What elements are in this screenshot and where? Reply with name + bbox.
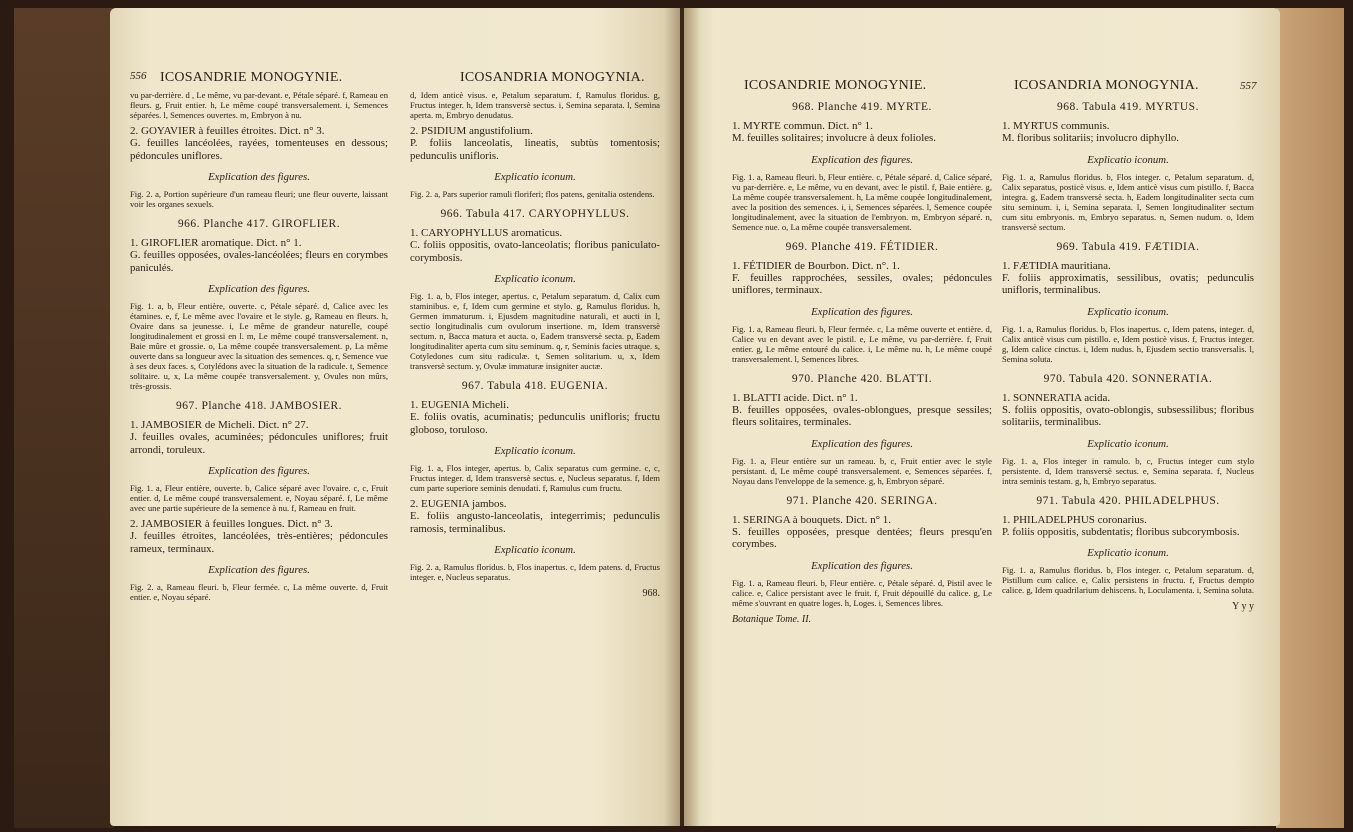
entry-description: M. feuilles solitaires; involucre à deux folioles. <box>732 132 936 144</box>
explanation-heading: Explication des figures. <box>811 437 913 450</box>
entry-title: 1. CARYOPHYLLUS aromaticus. <box>410 227 563 239</box>
entry-title: 2. JAMBOSIER à feuilles longues. Dict. n° 3. <box>130 518 333 530</box>
explanation-heading: Explicatio iconum. <box>494 273 576 285</box>
page-footer: Botanique Tome. II. <box>732 613 812 625</box>
entry-title: 1. BLATTI acide. Dict. n° 1. <box>732 391 858 404</box>
figure-explanation: Fig. 1. a, Flos integer, apertus. b, Calix separatus cum germine. c, c, Fructus integer. d, Idem transversè sectus. e, Nucleus separatus. f, Idem cum parte superiore seminis denudati. f, Ramulus cum fructu. <box>410 463 660 493</box>
figure-explanation: Fig. 2. a, Pars superior ramuli floriferi; flos patens, genitalia ostendens. <box>410 189 655 199</box>
entry-title: 1. FÆTIDIA mauritiana. <box>1002 259 1111 272</box>
explanation-heading: Explication des figures. <box>208 465 310 477</box>
explanation-heading: Explicatio iconum. <box>1087 437 1169 450</box>
book-spread <box>14 8 1344 828</box>
text-paragraph: vu par-derrière. d , Le même, vu par-devant. e, Pétale séparé. f, Rameau en fleurs. g, Fruit entier. h, Le même coupé transversalement. i, Semences séparées. l, Semences ouvertes. m, Embryon à nu. <box>130 90 388 120</box>
entry-title: 1. PHILADELPHUS coronarius. <box>1002 513 1147 526</box>
entry-description: P. foliis oppositis, subdentatis; floribus subcorymbosis. <box>1002 525 1240 538</box>
right-column-french <box>732 100 992 625</box>
entry-description: E. foliis angusto-lanceolatis, integerrimis; pedunculis ramosis, terminalibus. <box>410 510 660 535</box>
entry-title: 1. EUGENIA Micheli. <box>410 399 509 411</box>
header-latin: ICOSANDRIA MONOGYNIA. <box>460 70 645 85</box>
entry-title: 2. GOYAVIER à feuilles étroites. Dict. n° 3. <box>130 125 325 137</box>
entry-description: C. foliis oppositis, ovato-lanceolatis; floribus paniculato-corymbosis. <box>410 239 660 264</box>
entry-title: 2. PSIDIUM angustifolium. <box>410 125 533 137</box>
entry-description: S. foliis oppositis, ovato-oblongis, subsessilibus; floribus solitariis, terminalibus. <box>1002 403 1254 428</box>
section-heading: 969. Planche 419. FÉTIDIER. <box>785 240 939 253</box>
page-number-right: 557 <box>1240 80 1257 92</box>
explanation-heading: Explication des figures. <box>811 559 913 572</box>
figure-explanation: Fig. 1. a, b, Fleur entière, ouverte. c, Pétale séparé. d, Calice avec les étamines. e, f, Le même avec l'ovaire et le style. g, Rameau en fleurs. h, Ovaire dans sa jeunesse. i, Le même de grandeur naturelle, coupé longitudinalement et grossi en l. m, Le même coupé transversalement. n, Baie mûre et grossie. o, La même coupée transversalement. p, La même ouverte dans sa longueur avec la situation des semences. q, r, Semence vue à ses deux faces. s, Cotylédons avec la situation de la radicule. t, Semence solitaire. u, x, La même coupée transversalement. y, Ovules non mûrs, très-grossis. <box>130 301 388 391</box>
entry-description: F. foliis approximatis, sessilibus, ovatis; pedunculis unifloris, terminalibus. <box>1002 271 1254 296</box>
explanation-heading: Explication des figures. <box>811 305 913 318</box>
entry-description: P. foliis lanceolatis, lineatis, subtùs tomentosis; pedunculis unifloris. <box>410 137 660 162</box>
book-gutter <box>664 8 700 826</box>
page-number-left: 556 <box>130 70 147 82</box>
catchword: 968. <box>642 588 660 599</box>
figure-explanation: Fig. 1. a, Flos integer in ramulo. b, c, Fructus integer cum stylo persistente. d, Idem transversè sectus. e, Semina separata. f, Nucleus intra seminis testam. g, h, Embryo separatus. <box>1002 455 1254 486</box>
explanation-heading: Explicatio iconum. <box>494 171 576 183</box>
entry-description: J. feuilles ovales, acuminées; pédoncules uniflores; fruit arrondi, toruleux. <box>130 431 388 456</box>
entry-title: 1. SONNERATIA acida. <box>1002 391 1111 404</box>
entry-description: G. feuilles opposées, ovales-lancéolées; fleurs en corymbes paniculés. <box>130 249 388 274</box>
entry-description: E. foliis ovatis, acuminatis; pedunculis unifloris; fructu globoso, toruloso. <box>410 411 660 436</box>
book-cover-left <box>14 8 114 828</box>
header-latin: ICOSANDRIA MONOGYNIA. <box>1014 78 1199 93</box>
section-heading: 966. Planche 417. GIROFLIER. <box>177 218 341 230</box>
entry-description: M. floribus solitariis; involucro diphyllo. <box>1002 132 1179 144</box>
figure-explanation: Fig. 1. a, Rameau fleuri. b, Fleur entière. c, Pétale séparé. d, Calice séparé, vu par-derrière. e, Le même, vu en devant, avec le pistil. f, Baie entière. g, La même coupée transversalement. h, La même coupée longitudinalement, avec la position des semences. i, i, Semences séparées. l, Semence coupée longitudinalement, avec la situation de l'embryon. m, Embryon séparé. n, Semence nue. o, La même coupée transversalement. <box>732 171 992 232</box>
right-page <box>684 8 1280 826</box>
explanation-heading: Explication des figures. <box>208 564 310 576</box>
explanation-heading: Explicatio iconum. <box>494 544 576 556</box>
entry-title: 1. MYRTE commun. Dict. n° 1. <box>732 120 873 132</box>
figure-explanation: Fig. 1. a, Fleur entière sur un rameau. b, c, Fruit entier avec le style persistant. d, Le même coupé transversalement. e, Semences séparées. f, Noyau dans l'enveloppe de la semence. g, h, Embryon séparé. <box>732 455 992 486</box>
explanation-heading: Explicatio iconum. <box>1087 547 1169 559</box>
entry-title: 1. GIROFLIER aromatique. Dict. n° 1. <box>130 237 302 249</box>
figure-explanation: Fig. 1. a, Ramulus floridus. b, Flos integer. c, Petalum separatum. d, Pistillum cum calice. e, Calix persistens in fructu. f, Fructus dempto calice. g, Idem quadrilarium dehiscens. h, Loculamenta. i, Semina soluta. <box>1002 565 1255 595</box>
section-heading: 969. Tabula 419. FÆTIDIA. <box>1056 240 1200 253</box>
left-column-french <box>130 90 388 608</box>
section-heading: 968. Planche 419. MYRTE. <box>792 101 932 113</box>
entry-title: 1. MYRTUS communis. <box>1002 120 1110 132</box>
section-heading: 970. Tabula 420. SONNERATIA. <box>1043 372 1213 385</box>
book-cover-right <box>1276 8 1344 828</box>
entry-description: J. feuilles étroites, lancéolées, très-entières; pédoncules rameux, terminaux. <box>130 530 388 555</box>
section-heading: 966. Tabula 417. CARYOPHYLLUS. <box>440 208 630 220</box>
entry-title: 1. FÉTIDIER de Bourbon. Dict. n°. 1. <box>732 259 900 272</box>
figure-explanation: Fig. 2. a, Portion supérieure d'un rameau fleuri; une fleur ouverte, laissant voir les organes sexuels. <box>130 189 388 209</box>
explanation-heading: Explication des figures. <box>811 153 913 166</box>
figure-explanation: Fig. 2. a, Ramulus floridus. b, Flos inapertus. c, Idem patens. d, Fructus integer. e, Nucleus separatus. <box>410 562 660 582</box>
section-heading: 971. Planche 420. SERINGA. <box>786 494 938 507</box>
explanation-heading: Explication des figures. <box>208 171 310 183</box>
section-heading: 967. Planche 418. JAMBOSIER. <box>175 400 343 412</box>
entry-title: 2. EUGENIA jambos. <box>410 498 507 510</box>
figure-explanation: Fig. 2. a, Rameau fleuri. b, Fleur fermée. c, La même ouverte. d, Fruit entier. e, Noyau séparé. <box>130 582 388 602</box>
entry-title: 1. SERINGA à bouquets. Dict. n° 1. <box>732 513 892 526</box>
figure-explanation: Fig. 1. a, Fleur entière, ouverte. b, Calice séparé avec l'ovaire. c, c, Fruit entier. d, Le même coupé transversalement. e, Noyau séparé. f, Le même avec une partie supérieure de la semence à nu. f, Rameau en fruit. <box>130 483 388 513</box>
explanation-heading: Explicatio iconum. <box>494 445 576 457</box>
section-heading: 968. Tabula 419. MYRTUS. <box>1057 101 1199 113</box>
entry-description: B. feuilles opposées, ovales-oblongues, presque sessiles; fleurs solitaires, terminales. <box>732 403 992 428</box>
section-heading: 970. Planche 420. BLATTI. <box>791 372 933 385</box>
figure-explanation: Fig. 1. a, Rameau fleuri. b, Fleur fermée. c, La même ouverte et entière. d, Calice vu en devant avec le pistil. e, Le même, vu par-derrière. f, Fruit entier. g, Le même entouré du calice. i, Le même nu. h, Le même coupé transversalement. l, Semences libres. <box>732 323 992 364</box>
figure-explanation: Fig. 1. a, b, Flos integer, apertus. c, Petalum separatum. d, Calix cum staminibus. e, f, Idem cum germine et stylo. g, Ramulus floridus. h, Germen immaturum. i, Ejusdem magnitudine naturali, et aucti in l, sectio longitudinalis cum ovulorum insertione. m, Idem transversè sectum. n, Bacca matura et aucta. o, Eadem transversè secta. p, Eadem longitudinaliter aperta cum situ seminum. q, r, Seminis facies utraque. s, Cotyledones cum situ radiculæ. t, Semen solitarium. u, x, Idem transversè sectum. y, Ovulæ immaturæ insigniter auctæ. <box>410 291 660 371</box>
figure-explanation: Fig. 1. a, Rameau fleuri. b, Fleur entière. c, Pétale séparé. d, Pistil avec le calice. e, Calice persistant avec le fruit. f, Fruit dépouillé du calice. g, Le même s'ouvrant en quatre loges. h, Loges. i, Semences libres. <box>732 577 992 608</box>
signature-mark: Y y y <box>1232 601 1254 612</box>
figure-explanation: Fig. 1. a, Ramulus floridus. b, Flos inapertus. c, Idem patens, integer. d, Calix anticè visus cum pistillo. e, Idem posticè visus. f, Fructus integer. g, Idem calice cinctus. i, Idem nudus. h, Ejusdem sectio transversalis. l, Semina soluta. <box>1002 323 1254 364</box>
explanation-heading: Explicatio iconum. <box>1087 305 1169 318</box>
entry-description: S. feuilles opposées, presque dentées; fleurs presqu'en corymbes. <box>732 525 992 550</box>
explanation-heading: Explication des figures. <box>208 283 310 295</box>
figure-explanation: Fig. 1. a, Ramulus floridus. b, Flos integer. c, Petalum separatum. d, Calix separatus, posticè visus. e, Idem anticè visus cum pistillo. f, Bacca integra. g, Eadem transversè secta. h, Eadem longitudinaliter secta cum situ seminum. i, i, Semina separata. l, Semen longitudinaliter sectum cum situ embryonis. m, Embryo separatus. n, Semen nudum. o, Idem transversè sectum. <box>1002 171 1254 232</box>
explanation-heading: Explicatio iconum. <box>1087 153 1169 166</box>
text-paragraph: d, Idem anticè visus. e, Petalum separatum. f, Ramulus floridus. g, Fructus integer. h, Idem transversè sectus. i, Semina separata. l, Semina aperta. m, Embryo denudatus. <box>410 90 660 120</box>
entry-title: 1. JAMBOSIER de Micheli. Dict. n° 27. <box>130 419 309 431</box>
header-french: ICOSANDRIE MONOGYNIE. <box>160 70 343 85</box>
right-column-latin <box>1002 100 1254 612</box>
left-column-latin <box>410 90 660 599</box>
section-heading: 971. Tabula 420. PHILADELPHUS. <box>1036 494 1220 507</box>
entry-description: G. feuilles lancéolées, rayées, tomenteuses en dessous; pédoncules uniflores. <box>130 137 388 162</box>
section-heading: 967. Tabula 418. EUGENIA. <box>461 380 609 392</box>
left-page <box>110 8 680 826</box>
header-french: ICOSANDRIE MONOGYNIE. <box>744 78 927 93</box>
entry-description: F. feuilles rapprochées, sessiles, ovales; pédoncules uniflores, terminaux. <box>732 271 992 296</box>
